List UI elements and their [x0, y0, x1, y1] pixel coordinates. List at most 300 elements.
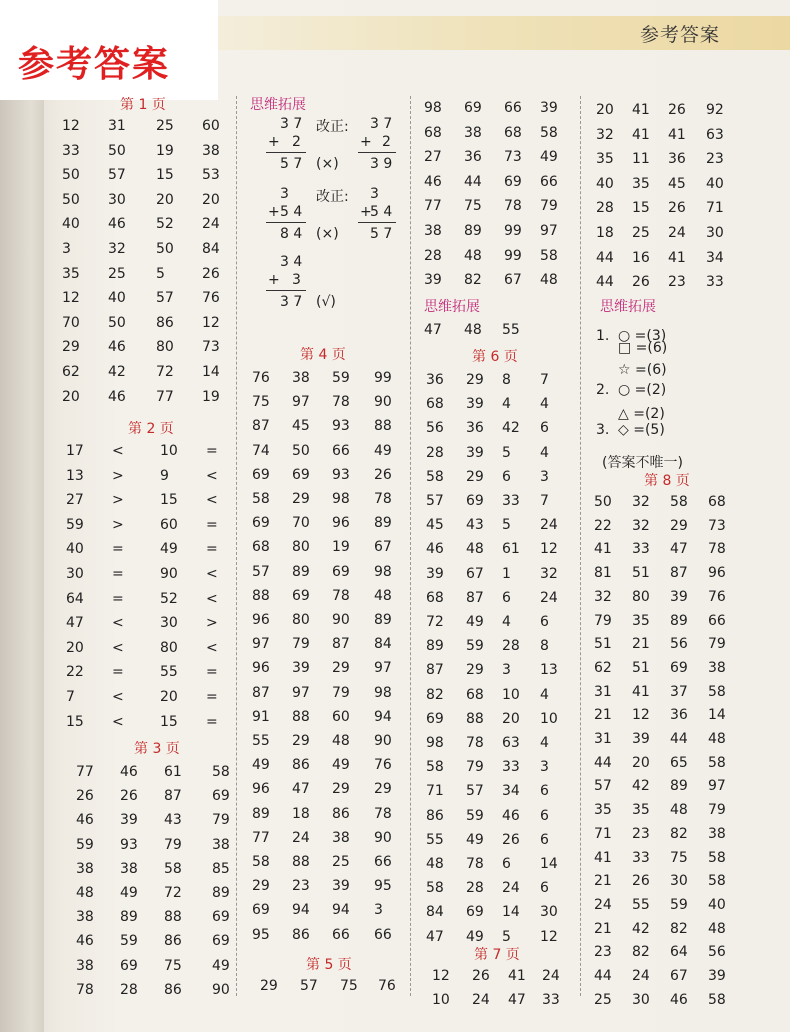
p6-cell: 57 [466, 783, 484, 800]
col4-top-cell: 26 [632, 274, 650, 291]
p8-cell: 76 [708, 588, 726, 605]
p1-cell: 12 [62, 118, 80, 134]
col3-ext-cell: 48 [464, 322, 482, 338]
p6-cell: 6 [540, 420, 549, 437]
p4-cell: 18 [292, 805, 310, 822]
p6-cell: 1 [502, 565, 511, 582]
p6-cell: 30 [540, 904, 558, 921]
p2-cell: 30 [66, 566, 84, 582]
p4-cell: 90 [374, 733, 392, 749]
p4-cell: 23 [292, 878, 310, 895]
col4-top-cell: 45 [668, 175, 686, 192]
p6-cell: 4 [540, 735, 549, 751]
p8-cell: 58 [708, 873, 726, 890]
plus-sign: + [268, 204, 280, 220]
col3-top-cell: 28 [424, 247, 442, 264]
p5-cell: 57 [300, 978, 318, 994]
p1-cell: 50 [156, 241, 174, 257]
p1-cell: 73 [202, 339, 220, 356]
book-spine [0, 0, 44, 1032]
p8-cell: 35 [632, 612, 650, 629]
p6-cell: 24 [540, 517, 558, 534]
p6-cell: 14 [502, 904, 520, 921]
p3-cell: 26 [120, 788, 138, 805]
col4-top-cell: 25 [632, 225, 650, 241]
p8-cell: 82 [632, 944, 650, 961]
p4-cell: 58 [252, 491, 270, 507]
question-number: 3. [596, 422, 610, 438]
p2-cell: < [112, 639, 124, 656]
col3-ext-cell: 55 [502, 322, 520, 338]
p8-cell: 82 [670, 920, 688, 937]
p2-cell: 13 [66, 467, 84, 484]
thinking-extension-title-2: 思维拓展 [424, 299, 480, 315]
p6-cell: 67 [466, 565, 484, 582]
p4-cell: 55 [252, 733, 270, 749]
p6-cell: 58 [426, 468, 444, 485]
p6-cell: 68 [466, 686, 484, 703]
p6-cell: 28 [426, 444, 444, 461]
p3-cell: 38 [76, 909, 94, 926]
p8-cell: 44 [670, 731, 688, 747]
addend-bottom: 3 [292, 272, 301, 288]
p4-cell: 29 [332, 660, 350, 677]
p7-cell: 12 [432, 968, 450, 984]
p8-cell: 39 [708, 968, 726, 984]
col3-top-cell: 69 [504, 173, 522, 190]
col3-top-cell: 44 [464, 173, 482, 190]
p1-cell: 57 [156, 290, 174, 307]
p6-cell: 49 [466, 928, 484, 945]
p2-cell: = [206, 689, 218, 705]
p1-cell: 40 [62, 216, 80, 233]
p3-cell: 79 [164, 836, 182, 853]
p4-cell: 98 [374, 684, 392, 701]
p2-cell: = [206, 664, 218, 681]
p8-cell: 32 [594, 588, 612, 605]
page-3-title: 第 3 页 [134, 741, 180, 757]
p8-cell: 55 [632, 896, 650, 913]
col4-top-cell: 30 [706, 225, 724, 241]
p2-cell: 49 [160, 541, 178, 558]
p1-cell: 84 [202, 241, 220, 257]
p4-cell: 39 [292, 660, 310, 677]
p3-cell: 38 [76, 957, 94, 974]
p1-cell: 26 [202, 265, 220, 282]
p4-cell: 49 [252, 757, 270, 774]
col4-top-cell: 11 [632, 151, 650, 168]
p4-cell: 69 [292, 587, 310, 604]
p4-cell: 78 [332, 394, 350, 411]
sum-line [266, 222, 306, 223]
p4-cell: 99 [374, 370, 392, 386]
p2-cell: 47 [66, 615, 84, 632]
p6-cell: 28 [502, 638, 520, 655]
p8-cell: 58 [708, 754, 726, 771]
p2-cell: > [206, 615, 218, 632]
p3-cell: 61 [164, 764, 182, 780]
addend-bottom: 5 4 [280, 204, 303, 220]
p1-cell: 19 [156, 142, 174, 159]
col4-top-cell: 92 [706, 102, 724, 118]
p4-cell: 29 [252, 878, 270, 895]
p4-cell: 97 [292, 394, 310, 411]
p4-cell: 47 [292, 781, 310, 798]
p8-cell: 65 [670, 754, 688, 771]
p1-cell: 25 [156, 118, 174, 134]
col4-top-cell: 33 [706, 274, 724, 291]
p6-cell: 46 [426, 541, 444, 558]
p3-cell: 87 [164, 788, 182, 805]
p2-cell: < [206, 590, 218, 607]
corrected-plus: + [360, 134, 372, 150]
p4-cell: 29 [332, 781, 350, 798]
p2-cell: 7 [66, 689, 75, 705]
p3-cell: 69 [120, 957, 138, 974]
p6-cell: 87 [426, 662, 444, 679]
p3-cell: 58 [164, 860, 182, 877]
p6-cell: 26 [502, 831, 520, 848]
p6-cell: 84 [426, 904, 444, 921]
p2-cell: 59 [66, 516, 84, 533]
addend-top: 3 4 [280, 254, 303, 270]
p4-cell: 88 [374, 418, 392, 435]
p8-cell: 51 [632, 659, 650, 676]
p4-cell: 77 [252, 829, 270, 846]
p8-cell: 23 [632, 825, 650, 842]
p2-cell: < [206, 566, 218, 582]
page-7-title: 第 7 页 [474, 947, 520, 963]
p8-cell: 41 [594, 541, 612, 558]
page-1-title: 第 1 页 [120, 97, 166, 113]
p4-cell: 89 [292, 563, 310, 580]
col3-top-cell: 89 [464, 223, 482, 239]
p6-cell: 36 [466, 420, 484, 437]
p4-cell: 96 [332, 515, 350, 532]
p6-cell: 47 [426, 928, 444, 945]
p1-cell: 15 [156, 167, 174, 184]
p4-cell: 24 [292, 829, 310, 846]
p2-cell: = [112, 664, 124, 681]
p8-cell: 26 [632, 873, 650, 890]
p1-cell: 20 [62, 388, 80, 405]
p4-cell: 70 [292, 515, 310, 532]
p8-cell: 62 [594, 659, 612, 676]
p8-cell: 68 [708, 494, 726, 510]
p6-cell: 6 [540, 614, 549, 630]
p8-cell: 32 [632, 517, 650, 534]
p1-cell: 50 [62, 167, 80, 184]
p8-cell: 56 [708, 944, 726, 961]
p4-cell: 97 [374, 660, 392, 677]
p4-cell: 76 [252, 370, 270, 386]
p6-cell: 29 [466, 662, 484, 679]
p3-cell: 86 [164, 933, 182, 950]
p6-cell: 20 [502, 710, 520, 727]
col4-top-cell: 35 [632, 175, 650, 192]
p8-cell: 59 [670, 896, 688, 913]
p3-cell: 48 [76, 885, 94, 901]
col3-top-cell: 58 [540, 124, 558, 141]
p4-cell: 75 [252, 394, 270, 411]
p2-cell: > [112, 467, 124, 484]
p1-cell: 77 [156, 388, 174, 405]
p1-cell: 50 [108, 314, 126, 331]
p6-cell: 57 [426, 493, 444, 509]
p4-cell: 87 [252, 418, 270, 435]
answer-badge [0, 0, 218, 100]
p6-cell: 6 [540, 831, 549, 848]
p8-cell: 42 [632, 778, 650, 795]
p3-cell: 59 [76, 836, 94, 853]
p1-cell: 20 [202, 191, 220, 208]
p3-cell: 59 [120, 933, 138, 950]
p2-cell: < [112, 615, 124, 632]
p1-cell: 32 [108, 241, 126, 257]
p8-cell: 12 [632, 707, 650, 724]
p1-cell: 80 [156, 339, 174, 356]
p8-cell: 14 [708, 707, 726, 724]
corrected-sum: 3 9 [370, 156, 393, 172]
col3-top-cell: 82 [464, 272, 482, 289]
corrected-sum-line [358, 152, 396, 153]
col3-top-cell: 66 [504, 100, 522, 116]
page-5-title: 第 5 页 [306, 957, 352, 973]
p6-cell: 69 [466, 493, 484, 509]
p7-cell: 47 [508, 992, 526, 1008]
p2-cell: 20 [160, 689, 178, 705]
p2-cell: 60 [160, 516, 178, 533]
col4-top-cell: 24 [668, 225, 686, 241]
p4-cell: 79 [292, 636, 310, 653]
p8-cell: 50 [594, 494, 612, 510]
col3-ext-cell: 47 [424, 322, 442, 338]
col3-top-cell: 97 [540, 223, 558, 239]
p8-cell: 51 [594, 636, 612, 653]
p6-cell: 29 [466, 468, 484, 485]
p3-cell: 38 [120, 860, 138, 877]
col4-top-cell: 44 [596, 274, 614, 291]
p6-cell: 68 [426, 396, 444, 413]
sum: 8 4 [280, 226, 303, 242]
p6-cell: 5 [502, 928, 511, 945]
sum: 5 7 [280, 156, 303, 172]
p3-cell: 88 [164, 909, 182, 926]
p6-cell: 4 [540, 396, 549, 413]
p1-cell: 40 [108, 290, 126, 307]
p6-cell: 59 [466, 807, 484, 824]
p8-cell: 56 [670, 636, 688, 653]
p8-cell: 37 [670, 683, 688, 700]
p3-cell: 69 [212, 909, 230, 926]
p4-cell: 66 [332, 442, 350, 459]
p1-cell: 20 [156, 191, 174, 208]
p3-cell: 46 [76, 812, 94, 829]
p2-cell: 15 [160, 713, 178, 730]
p8-cell: 21 [632, 636, 650, 653]
col3-top-cell: 39 [424, 272, 442, 289]
p6-cell: 3 [502, 662, 511, 679]
check-mark: (×) [316, 156, 339, 172]
p4-cell: 66 [374, 926, 392, 943]
p4-cell: 88 [292, 708, 310, 725]
p4-cell: 48 [332, 733, 350, 749]
page-8-title: 第 8 页 [644, 473, 690, 489]
p1-cell: 53 [202, 167, 220, 184]
p8-cell: 47 [670, 541, 688, 558]
p6-cell: 68 [426, 589, 444, 606]
p1-cell: 42 [108, 364, 126, 380]
p6-cell: 6 [540, 880, 549, 897]
question-number: 2. [596, 382, 610, 398]
col4-top-cell: 23 [706, 151, 724, 168]
p3-cell: 69 [212, 788, 230, 805]
p6-cell: 69 [426, 710, 444, 727]
p4-cell: 88 [252, 587, 270, 604]
p8-cell: 39 [632, 731, 650, 747]
p8-cell: 58 [708, 683, 726, 700]
p1-cell: 57 [108, 167, 126, 184]
p4-cell: 91 [252, 708, 270, 725]
p1-cell: 70 [62, 314, 80, 331]
p4-cell: 97 [292, 684, 310, 701]
p4-cell: 93 [332, 466, 350, 483]
p2-cell: = [112, 566, 124, 582]
p8-cell: 46 [670, 991, 688, 1008]
p1-cell: 35 [62, 265, 80, 282]
p1-cell: 50 [108, 142, 126, 159]
check-mark: (√) [316, 294, 336, 310]
p8-cell: 75 [670, 849, 688, 866]
p2-cell: 30 [160, 615, 178, 632]
p4-cell: 50 [292, 442, 310, 459]
page-6-title: 第 6 页 [472, 349, 518, 365]
p4-cell: 86 [292, 926, 310, 943]
p1-cell: 25 [108, 265, 126, 282]
p8-cell: 66 [708, 612, 726, 629]
p4-cell: 98 [332, 491, 350, 507]
p2-cell: > [112, 516, 124, 533]
p6-cell: 13 [540, 662, 558, 679]
p8-cell: 81 [594, 565, 612, 582]
p8-cell: 58 [670, 494, 688, 510]
p6-cell: 24 [540, 589, 558, 606]
p8-cell: 30 [670, 873, 688, 890]
p6-cell: 36 [426, 372, 444, 388]
p1-cell: 5 [156, 265, 165, 282]
p4-cell: 87 [332, 636, 350, 653]
addend-top: 3 [280, 186, 289, 202]
p4-cell: 66 [374, 854, 392, 870]
p4-cell: 94 [292, 902, 310, 919]
p6-cell: 39 [466, 396, 484, 413]
col4-top-cell: 23 [668, 274, 686, 291]
p6-cell: 71 [426, 783, 444, 800]
p2-cell: 40 [66, 541, 84, 558]
col4-top-cell: 36 [668, 151, 686, 168]
p6-cell: 6 [540, 807, 549, 824]
p2-cell: < [206, 492, 218, 509]
p8-cell: 82 [670, 825, 688, 842]
p1-cell: 60 [202, 118, 220, 134]
p7-cell: 24 [472, 992, 490, 1008]
p4-cell: 78 [374, 805, 392, 822]
p8-cell: 79 [708, 802, 726, 819]
p6-cell: 89 [426, 638, 444, 655]
p8-cell: 24 [632, 968, 650, 984]
p4-cell: 74 [252, 442, 270, 459]
p4-cell: 3 [374, 902, 383, 919]
p6-cell: 10 [502, 686, 520, 703]
col4-top-cell: 18 [596, 225, 614, 241]
p6-cell: 6 [502, 468, 511, 485]
p4-cell: 76 [374, 757, 392, 774]
p4-cell: 69 [252, 515, 270, 532]
p3-cell: 69 [212, 933, 230, 950]
p8-cell: 40 [708, 896, 726, 913]
addend-top: 3 7 [280, 116, 303, 132]
p4-cell: 96 [252, 781, 270, 798]
p4-cell: 39 [332, 878, 350, 895]
p6-cell: 14 [540, 856, 558, 872]
p3-cell: 28 [120, 981, 138, 998]
p2-cell: 27 [66, 492, 84, 509]
p6-cell: 58 [426, 880, 444, 897]
p4-cell: 69 [332, 563, 350, 580]
col4-top-cell: 40 [706, 175, 724, 192]
sum-line [266, 290, 306, 291]
p4-cell: 80 [292, 612, 310, 628]
col4-top-cell: 41 [632, 126, 650, 143]
p6-cell: 56 [426, 420, 444, 437]
p2-cell: 55 [160, 664, 178, 681]
col3-top-cell: 68 [504, 124, 522, 141]
col3-top-cell: 69 [464, 100, 482, 116]
p7-cell: 33 [542, 992, 560, 1008]
p8-cell: 73 [708, 517, 726, 534]
p2-cell: < [112, 689, 124, 705]
p4-cell: 19 [332, 539, 350, 556]
p8-cell: 51 [632, 565, 650, 582]
p8-cell: 25 [594, 991, 612, 1008]
col3-top-cell: 46 [424, 173, 442, 190]
p8-cell: 29 [670, 517, 688, 534]
p2-cell: > [112, 492, 124, 509]
p2-cell: 52 [160, 590, 178, 607]
p7-cell: 26 [472, 968, 490, 984]
p8-cell: 35 [594, 802, 612, 819]
corrected-plus: + [360, 204, 372, 220]
col3-top-cell: 66 [540, 173, 558, 190]
p2-cell: 64 [66, 590, 84, 607]
p8-cell: 64 [670, 944, 688, 961]
p7-cell: 10 [432, 992, 450, 1008]
p4-cell: 88 [292, 854, 310, 870]
p4-cell: 25 [332, 854, 350, 870]
col3-top-cell: 58 [540, 247, 558, 264]
col3-top-cell: 77 [424, 198, 442, 215]
p6-cell: 78 [466, 856, 484, 872]
p6-cell: 49 [466, 614, 484, 630]
thinking-extension-title-3: 思维拓展 [600, 299, 656, 315]
shape-value: △ =(2) [618, 406, 665, 422]
p4-cell: 48 [374, 587, 392, 604]
p6-cell: 10 [540, 710, 558, 727]
col3-top-cell: 98 [424, 100, 442, 116]
p1-cell: 24 [202, 216, 220, 233]
p6-cell: 39 [466, 444, 484, 461]
p6-cell: 49 [466, 831, 484, 848]
